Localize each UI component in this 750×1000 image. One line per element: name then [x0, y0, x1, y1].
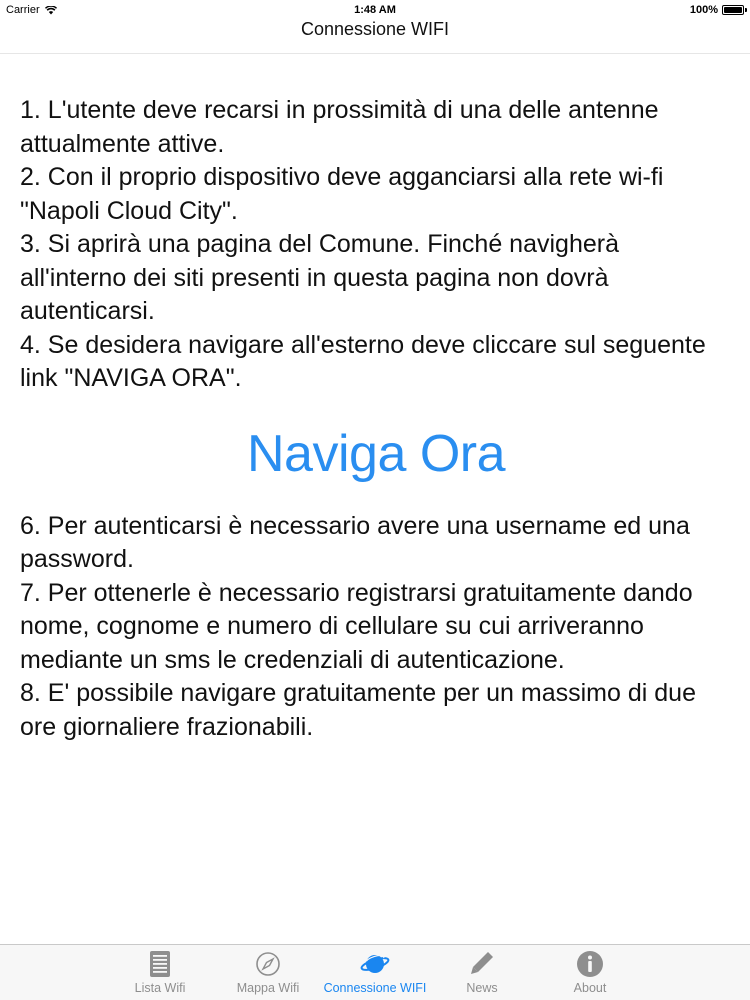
tab-bar	[0, 944, 750, 1000]
tab-mappa-wifi[interactable]	[213, 945, 323, 1000]
tab-connessione-wifi[interactable]	[320, 945, 430, 1000]
naviga-ora-button[interactable]: Naviga Ora	[247, 424, 505, 483]
planet-icon	[360, 949, 390, 979]
status-right	[690, 4, 744, 16]
tab-label: Connessione WIFI	[323, 981, 427, 995]
list-icon	[145, 949, 175, 979]
compass-icon	[253, 949, 283, 979]
info-icon	[575, 949, 605, 979]
instructions-content	[20, 94, 732, 744]
tab-label: News	[466, 981, 498, 995]
battery-icon	[722, 5, 744, 15]
tab-about[interactable]	[535, 945, 645, 1000]
carrier-label: Carrier	[6, 4, 40, 16]
battery-percentage: 100%	[689, 4, 718, 16]
tab-lista-wifi[interactable]	[105, 945, 215, 1000]
navigation-bar	[0, 20, 750, 54]
page-title: Connessione WIFI	[300, 19, 450, 39]
battery-tip	[745, 8, 747, 12]
instructions-paragraph-1: 1. L'utente deve recarsi in prossimità di una delle antenne attualmente attive. 2. Con il proprio dispositivo deve agganciarsi alla rete wi-fi "Napoli Cloud City". 3. Si aprirà una pagina del Comune. Finché navigherà all'interno dei siti presenti in questa pagina non dovrà autenticarsi. 4. Se desidera navigare all'esterno deve cliccare sul seguente link "NAVIGA ORA".	[20, 96, 706, 392]
pencil-icon	[467, 949, 497, 979]
tab-label: Mappa Wifi	[236, 981, 300, 995]
tab-label: Lista Wifi	[134, 981, 186, 995]
instructions-paragraph-2: 6. Per autenticarsi è necessario avere una username ed una password. 7. Per ottenerle è necessario registrarsi gratuitamente dando nome, cognome e numero di cellulare su cui arriveranno mediante un sms le credenziali di autenticazione. 8. E' possibile navigare gratuitamente per un massimo di due ore giornaliere frazionabili.	[20, 511, 696, 741]
battery-level-fill	[724, 7, 742, 13]
status-time: 1:48 AM	[354, 4, 396, 16]
status-bar	[0, 0, 750, 20]
tab-news[interactable]	[427, 945, 537, 1000]
tab-label: About	[573, 981, 607, 995]
